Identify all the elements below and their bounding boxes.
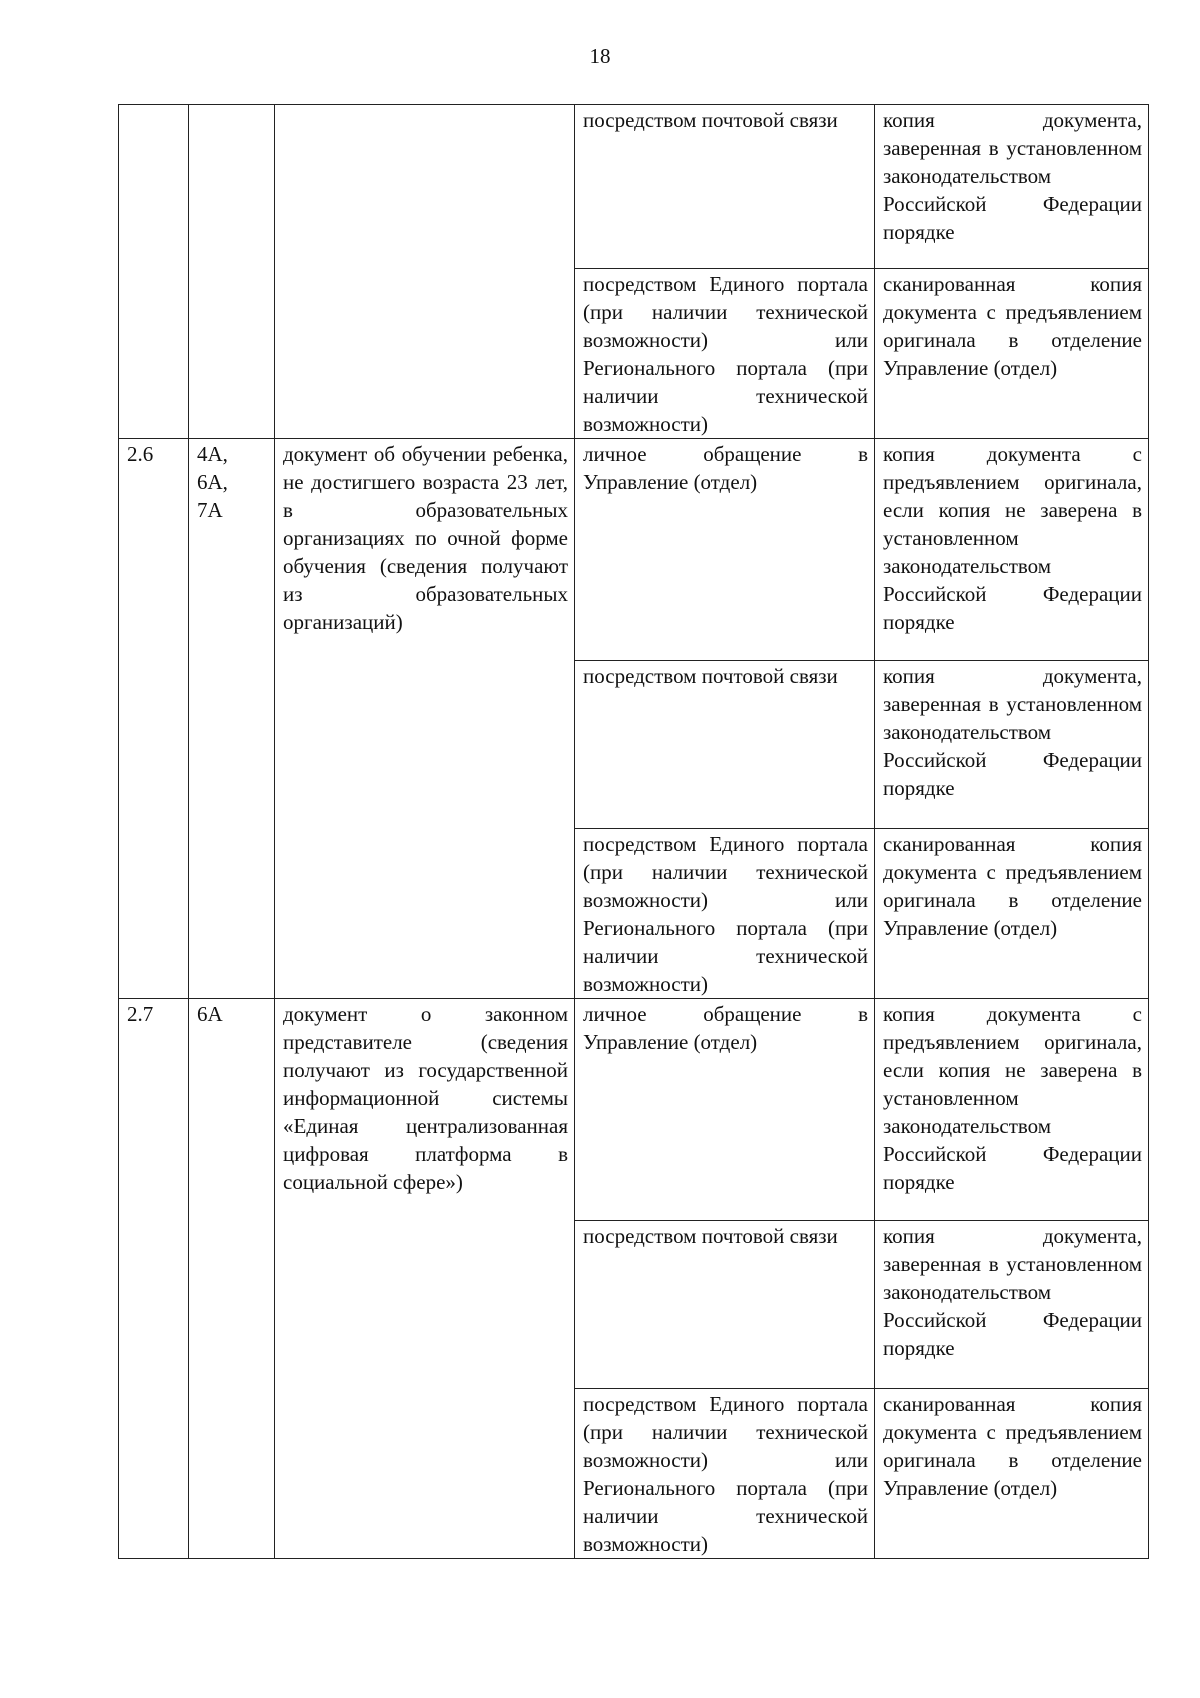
- document-form-cell: копия документа, заверенная в установленном законодательством Российской Федерации порядке: [875, 1221, 1149, 1389]
- documents-table: [118, 104, 1149, 1559]
- document-form-cell: сканированная копия документа с предъявлением оригинала в отделение Управление (отдел): [875, 829, 1149, 999]
- submission-method-cell: личное обращение в Управление (отдел): [575, 439, 875, 661]
- row-number-cell: [119, 105, 189, 439]
- row-code: 4А,: [197, 442, 228, 466]
- document-description-cell: документ о законном представителе (сведения получают из государственной информационной системы «Единая централизованная цифровая платформа в социальной сфере»): [275, 999, 575, 1559]
- document-form-cell: копия документа с предъявлением оригинала, если копия не заверена в установленном законодательством Российской Федерации порядке: [875, 999, 1149, 1221]
- document-form-cell: копия документа, заверенная в установленном законодательством Российской Федерации порядке: [875, 105, 1149, 269]
- table-row: [119, 439, 1149, 661]
- row-number-cell: 2.6: [119, 439, 189, 999]
- document-form-cell: копия документа с предъявлением оригинала, если копия не заверена в установленном законодательством Российской Федерации порядке: [875, 439, 1149, 661]
- row-codes-cell: [189, 105, 275, 439]
- table-row: [119, 999, 1149, 1221]
- document-form-cell: копия документа, заверенная в установленном законодательством Российской Федерации порядке: [875, 661, 1149, 829]
- document-description-cell: [275, 105, 575, 439]
- row-code: 6А,: [197, 470, 228, 494]
- submission-method-cell: посредством Единого портала (при наличии технической возможности) или Регионального портала (при наличии технической возможности): [575, 829, 875, 999]
- row-codes-cell: [189, 439, 275, 999]
- submission-method-cell: личное обращение в Управление (отдел): [575, 999, 875, 1221]
- submission-method-cell: посредством Единого портала (при наличии технической возможности) или Регионального портала (при наличии технической возможности): [575, 269, 875, 439]
- table-row: [119, 105, 1149, 269]
- document-form-cell: сканированная копия документа с предъявлением оригинала в отделение Управление (отдел): [875, 1389, 1149, 1559]
- page-number: 18: [589, 44, 611, 68]
- submission-method-cell: посредством Единого портала (при наличии технической возможности) или Регионального портала (при наличии технической возможности): [575, 1389, 875, 1559]
- document-form-cell: сканированная копия документа с предъявлением оригинала в отделение Управление (отдел): [875, 269, 1149, 439]
- row-number-cell: 2.7: [119, 999, 189, 1559]
- submission-method-cell: посредством почтовой связи: [575, 105, 875, 269]
- document-description-cell: документ об обучении ребенка, не достигшего возраста 23 лет, в образовательных организациях по очной форме обучения (сведения получают из образовательных организаций): [275, 439, 575, 999]
- row-code: 6А: [197, 1002, 223, 1026]
- row-code: 7А: [197, 498, 223, 522]
- submission-method-cell: посредством почтовой связи: [575, 661, 875, 829]
- submission-method-cell: посредством почтовой связи: [575, 1221, 875, 1389]
- row-codes-cell: [189, 999, 275, 1559]
